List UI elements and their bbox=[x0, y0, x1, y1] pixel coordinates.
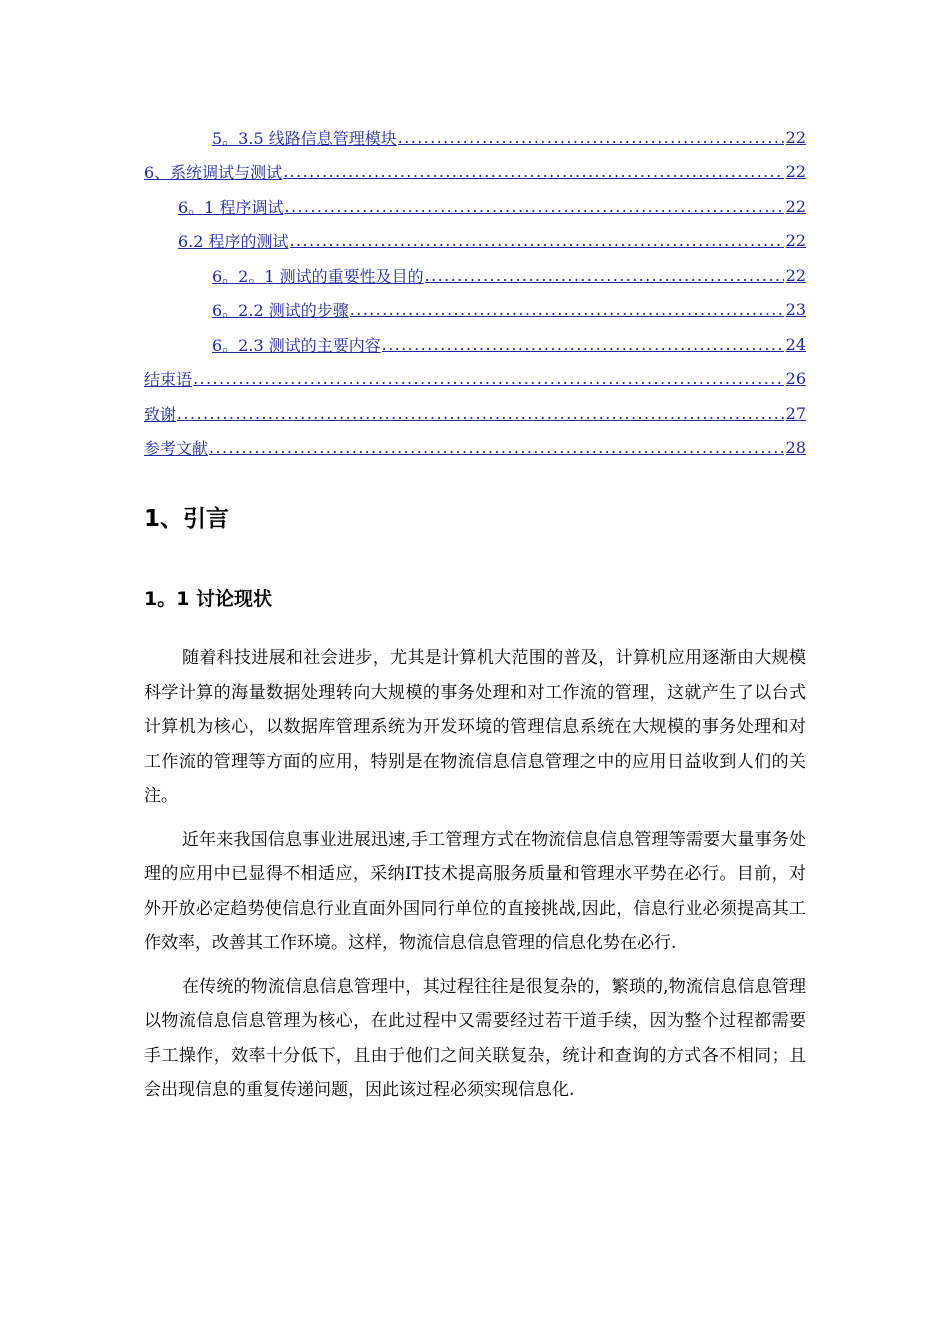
toc-entry-page[interactable]: 22 bbox=[785, 196, 806, 216]
toc-entry[interactable] bbox=[144, 120, 806, 155]
toc-entry[interactable] bbox=[144, 362, 806, 397]
toc-entry[interactable] bbox=[144, 258, 806, 293]
paragraph: 近年来我国信息事业进展迅速,手工管理方式在物流信息信息管理等需要大量事务处理的应用中已显得不相适应，采纳IT技术提高服务质量和管理水平势在必行。目前，对外开放必定趋势使信息行业直面外国同行单位的直接挑战,因此，信息行业必须提高其工作效率，改善其工作环境。这样，物流信息信息管理的信息化势在必行. bbox=[144, 829, 806, 953]
toc-entry-page[interactable]: 22 bbox=[785, 265, 806, 285]
toc-leader-dots bbox=[290, 231, 784, 250]
toc-leader-dots bbox=[398, 128, 784, 147]
section-heading: 1、引言 bbox=[144, 506, 230, 532]
toc-entry-page[interactable]: 27 bbox=[785, 403, 806, 423]
toc-entry-title[interactable]: 致谢 bbox=[144, 404, 177, 424]
toc-entry-page[interactable]: 22 bbox=[785, 127, 806, 147]
toc-entry[interactable] bbox=[144, 293, 806, 328]
toc-leader-dots bbox=[350, 300, 784, 319]
toc-entry-title[interactable]: 6。2。1 测试的重要性及目的 bbox=[212, 266, 424, 286]
toc-leader-dots bbox=[193, 369, 784, 388]
toc-entry-page[interactable]: 22 bbox=[785, 231, 806, 251]
paragraph: 在传统的物流信息信息管理中，其过程往往是很复杂的，繁琐的,物流信息信息管理以物流信息信息管理为核心，在此过程中又需要经过若干道手续，因为整个过程都需要手工操作，效率十分低下，且由于他们之间关联复杂，统计和查询的方式各不相同；且会出现信息的重复传递问题，因此该过程必须实现信息化. bbox=[144, 976, 806, 1100]
toc-entry-page[interactable]: 28 bbox=[785, 438, 806, 458]
toc-entry-title[interactable]: 结束语 bbox=[144, 370, 193, 390]
toc-entry-title[interactable]: 6。1 程序调试 bbox=[178, 197, 284, 217]
toc-entry-title[interactable]: 6。2.2 测试的步骤 bbox=[212, 301, 349, 321]
toc-leader-dots bbox=[177, 404, 784, 423]
toc-entry-page[interactable]: 24 bbox=[785, 334, 806, 354]
toc-entry[interactable] bbox=[144, 431, 806, 466]
toc-entry-title[interactable]: 6。2.3 测试的主要内容 bbox=[212, 335, 381, 355]
toc-leader-dots bbox=[283, 162, 783, 181]
toc-entry[interactable] bbox=[144, 155, 806, 190]
toc-entry[interactable] bbox=[144, 189, 806, 224]
toc-leader-dots bbox=[284, 197, 783, 216]
table-of-contents bbox=[144, 120, 806, 465]
toc-entry-title[interactable]: 6、系统调试与测试 bbox=[144, 163, 283, 183]
subsection-heading: 1。1 讨论现状 bbox=[144, 588, 273, 610]
toc-entry[interactable] bbox=[144, 396, 806, 431]
toc-entry[interactable] bbox=[144, 327, 806, 362]
toc-entry-page[interactable]: 22 bbox=[785, 162, 806, 182]
toc-entry[interactable] bbox=[144, 224, 806, 259]
paragraph: 随着科技进展和社会进步，尤其是计算机大范围的普及，计算机应用逐渐由大规模科学计算的海量数据处理转向大规模的事务处理和对工作流的管理，这就产生了以台式计算机为核心，以数据库管理系统为开发环境的管理信息系统在大规模的事务处理和对工作流的管理等方面的应用，特别是在物流信息信息管理之中的应用日益收到人们的关注。 bbox=[144, 648, 806, 806]
toc-leader-dots bbox=[382, 335, 784, 354]
body-text bbox=[144, 641, 806, 1117]
toc-entry-page[interactable]: 26 bbox=[785, 369, 806, 389]
toc-leader-dots bbox=[209, 438, 784, 457]
toc-leader-dots bbox=[425, 266, 784, 285]
toc-entry-title[interactable]: 6.2 程序的测试 bbox=[178, 232, 289, 252]
toc-entry-title[interactable]: 参考文献 bbox=[144, 439, 209, 459]
toc-entry-title[interactable]: 5。3.5 线路信息管理模块 bbox=[212, 128, 397, 148]
toc-entry-page[interactable]: 23 bbox=[785, 300, 806, 320]
